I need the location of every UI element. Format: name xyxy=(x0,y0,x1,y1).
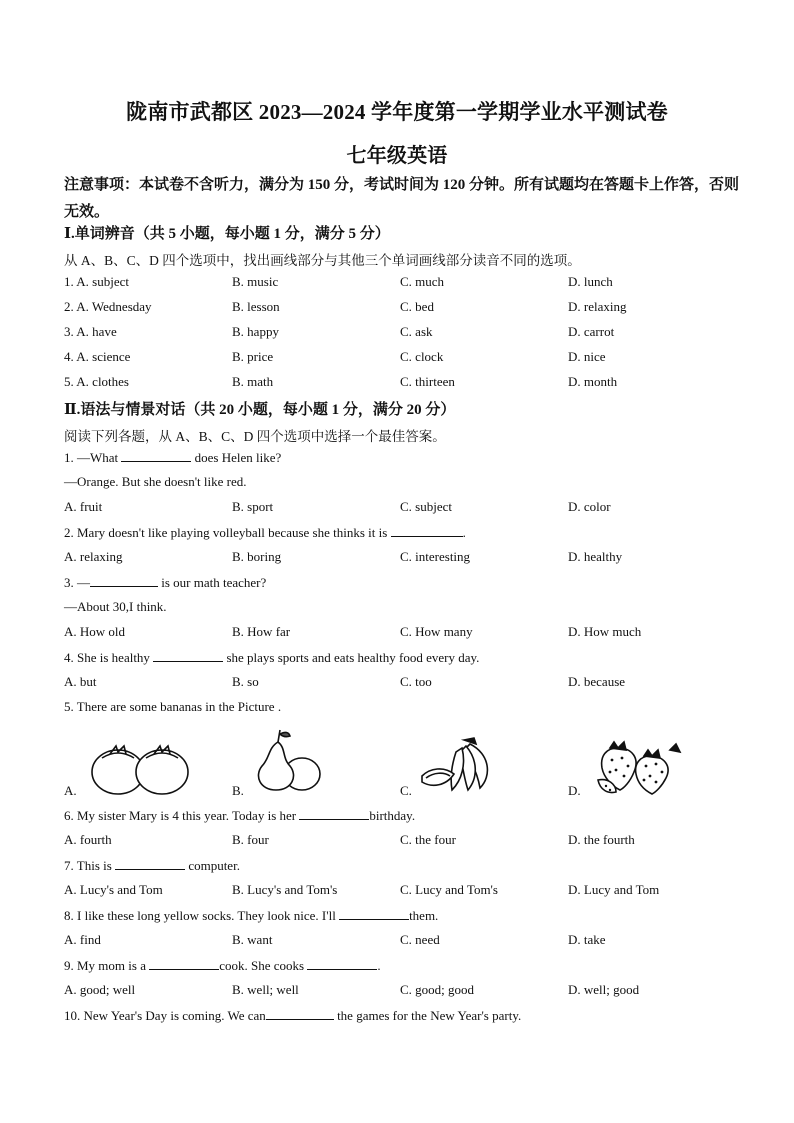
answer-blank[interactable] xyxy=(391,524,463,537)
answer-blank[interactable] xyxy=(153,649,223,662)
option[interactable]: C. the four xyxy=(400,832,456,847)
q6-options xyxy=(64,832,744,850)
option[interactable]: D. well; good xyxy=(568,982,640,997)
option[interactable]: D. How much xyxy=(568,624,642,639)
option[interactable]: D. month xyxy=(568,374,618,389)
option[interactable]: B. price xyxy=(232,349,274,364)
option[interactable]: D. take xyxy=(568,932,606,947)
option[interactable]: D. because xyxy=(568,674,626,689)
q4-options xyxy=(64,674,744,692)
option[interactable]: 5. A. clothes xyxy=(64,374,129,389)
option[interactable]: 4. A. science xyxy=(64,349,131,364)
option[interactable]: 3. A. have xyxy=(64,324,117,339)
pears-icon[interactable] xyxy=(252,728,324,794)
option[interactable]: D. Lucy and Tom xyxy=(568,882,660,897)
option[interactable]: A. xyxy=(64,783,77,798)
question-3: 3. — is our math teacher? xyxy=(64,575,267,590)
option[interactable]: D. color xyxy=(568,499,611,514)
question-9: 9. My mom is a cook. She cooks . xyxy=(64,958,381,973)
option[interactable]: 2. A. Wednesday xyxy=(64,299,152,314)
q2-options xyxy=(64,549,744,567)
option[interactable]: B. How far xyxy=(232,624,291,639)
option[interactable]: A. good; well xyxy=(64,982,136,997)
option[interactable]: A. relaxing xyxy=(64,549,123,564)
answer-blank[interactable] xyxy=(90,574,158,587)
s1-row-2 xyxy=(64,299,744,317)
option[interactable]: B. xyxy=(232,783,244,798)
answer-blank[interactable] xyxy=(149,957,219,970)
option[interactable]: A. Lucy's and Tom xyxy=(64,882,163,897)
option[interactable]: D. the fourth xyxy=(568,832,635,847)
option[interactable]: D. carrot xyxy=(568,324,615,339)
option[interactable]: B. math xyxy=(232,374,274,389)
option[interactable]: C. subject xyxy=(400,499,452,514)
s1-row-4 xyxy=(64,349,744,367)
question-8: 8. I like these long yellow socks. They look nice. I'll them. xyxy=(64,908,439,923)
q9-options xyxy=(64,982,744,1000)
section2-instruction: 阅读下列各题，从 A、B、C、D 四个选项中选择一个最佳答案。 xyxy=(64,429,446,444)
option[interactable]: A. fruit xyxy=(64,499,103,514)
answer-blank[interactable] xyxy=(307,957,377,970)
answer-blank[interactable] xyxy=(121,449,191,462)
option[interactable]: B. sport xyxy=(232,499,274,514)
bananas-icon[interactable] xyxy=(420,736,494,794)
option[interactable]: A. How old xyxy=(64,624,126,639)
option[interactable]: B. four xyxy=(232,832,269,847)
option[interactable]: C. Lucy and Tom's xyxy=(400,882,498,897)
option[interactable]: C. too xyxy=(400,674,432,689)
exam-title: 陇南市武都区 2023—2024 学年度第一学期学业水平测试卷 xyxy=(126,100,668,124)
answer-blank[interactable] xyxy=(299,807,369,820)
option[interactable]: D. nice xyxy=(568,349,606,364)
option[interactable]: B. want xyxy=(232,932,273,947)
option[interactable]: A. but xyxy=(64,674,97,689)
option[interactable]: A. find xyxy=(64,932,101,947)
exam-notice: 注意事项：本试卷不含听力，满分为 150 分，考试时间为 120 分钟。所有试题均在答题卡上作答，否则无效。 xyxy=(64,177,740,220)
answer-blank[interactable] xyxy=(266,1007,334,1020)
s1-row-3 xyxy=(64,324,744,342)
section2-heading: Ⅱ.语法与情景对话（共 20 小题，每小题 1 分，满分 20 分） xyxy=(64,402,456,418)
question-5: 5. There are some bananas in the Picture . xyxy=(64,699,282,714)
answer-blank[interactable] xyxy=(115,857,185,870)
section1-instruction: 从 A、B、C、D 四个选项中，找出画线部分与其他三个单词画线部分读音不同的选项。 xyxy=(64,253,581,268)
option[interactable]: A. fourth xyxy=(64,832,112,847)
answer-blank[interactable] xyxy=(339,907,409,920)
option[interactable]: C. interesting xyxy=(400,549,471,564)
option[interactable]: C. need xyxy=(400,932,440,947)
tomatoes-icon[interactable] xyxy=(88,738,192,798)
question-1: 1. —What does Helen like? xyxy=(64,450,282,465)
option[interactable]: B. so xyxy=(232,674,259,689)
option[interactable]: D. healthy xyxy=(568,549,623,564)
q8-options xyxy=(64,932,744,950)
s1-row-5 xyxy=(64,374,744,392)
option[interactable]: B. happy xyxy=(232,324,279,339)
option[interactable]: D. relaxing xyxy=(568,299,627,314)
strawberries-icon[interactable] xyxy=(594,740,684,796)
section1-heading: Ⅰ.单词辨音（共 5 小题，每小题 1 分，满分 5 分） xyxy=(64,226,390,242)
question-4: 4. She is healthy she plays sports and eats healthy food every day. xyxy=(64,650,480,665)
option[interactable]: B. Lucy's and Tom's xyxy=(232,882,338,897)
option[interactable]: 1. A. subject xyxy=(64,274,129,289)
s1-row-1 xyxy=(64,274,744,292)
option[interactable]: B. well; well xyxy=(232,982,299,997)
option[interactable]: D. lunch xyxy=(568,274,613,289)
option[interactable]: C. thirteen xyxy=(400,374,455,389)
option[interactable]: C. How many xyxy=(400,624,473,639)
option[interactable]: C. good; good xyxy=(400,982,475,997)
question-10: 10. New Year's Day is coming. We can the games for the New Year's party. xyxy=(64,1008,522,1023)
exam-subtitle: 七年级英语 xyxy=(346,145,448,167)
q7-options xyxy=(64,882,744,900)
option[interactable]: C. xyxy=(400,783,412,798)
option[interactable]: B. music xyxy=(232,274,279,289)
q3-options xyxy=(64,624,744,642)
option[interactable]: C. much xyxy=(400,274,445,289)
option[interactable]: D. xyxy=(568,783,581,798)
question-6: 6. My sister Mary is 4 this year. Today is her birthday. xyxy=(64,808,416,823)
option[interactable]: B. boring xyxy=(232,549,282,564)
question-1-reply: —Orange. But she doesn't like red. xyxy=(64,474,247,489)
question-7: 7. This is computer. xyxy=(64,858,240,873)
question-3-reply: —About 30,I think. xyxy=(64,599,167,614)
option[interactable]: B. lesson xyxy=(232,299,280,314)
question-2: 2. Mary doesn't like playing volleyball because she thinks it is . xyxy=(64,525,466,540)
option[interactable]: C. ask xyxy=(400,324,433,339)
q1-options xyxy=(64,499,744,517)
option[interactable]: C. bed xyxy=(400,299,434,314)
option[interactable]: C. clock xyxy=(400,349,444,364)
